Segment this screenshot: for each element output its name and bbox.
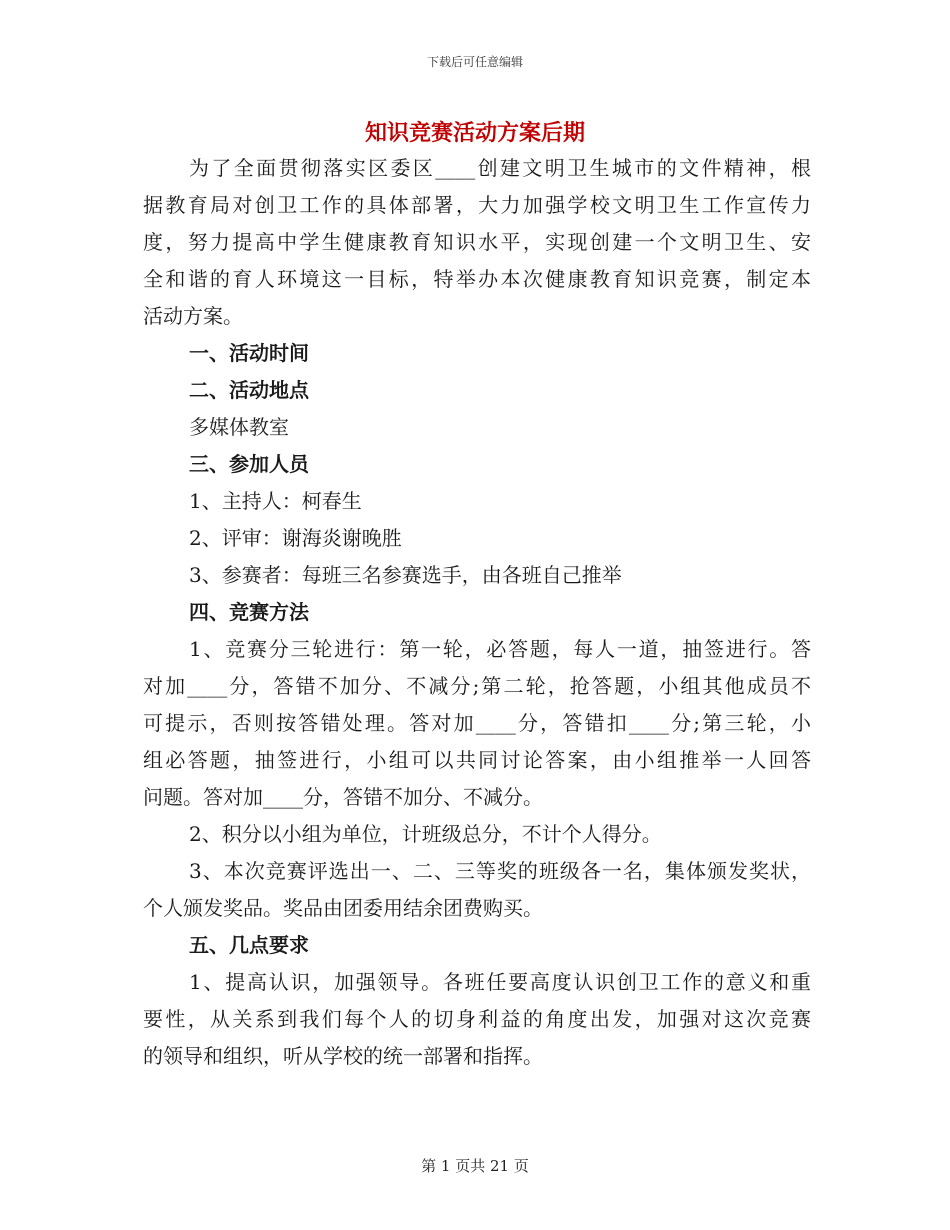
- section-heading-requirements: 五、几点要求: [189, 933, 309, 957]
- intro-line: 据教育局对创卫工作的具体部署，大力加强学校文明卫生工作宣传力: [143, 193, 811, 217]
- method-line: 个人颁发奖品。奖品由团委用结余团费购买。: [143, 896, 543, 920]
- section-heading-time: 一、活动时间: [189, 341, 309, 365]
- requirement-line: 1、提高认识，加强领导。各班任要高度认识创卫工作的意义和重: [189, 970, 811, 994]
- document-body: [143, 150, 811, 1075]
- participant-item: 2、评审：谢海炎谢晚胜: [189, 526, 402, 550]
- intro-line: 全和谐的育人环境这一目标，特举办本次健康教育知识竞赛，制定本: [143, 267, 811, 291]
- participant-item: 1、主持人：柯春生: [189, 489, 362, 513]
- method-paragraph-2: 2、积分以小组为单位，计班级总分，不计个人得分。: [189, 822, 662, 846]
- participant-item: 3、参赛者：每班三名参赛选手，由各班自己推举: [189, 563, 622, 587]
- page-number: 第 1 页共 21 页: [421, 1157, 529, 1175]
- section-heading-location: 二、活动地点: [189, 378, 309, 402]
- section-heading-method: 四、竞赛方法: [189, 600, 309, 624]
- method-paragraph-1: [143, 631, 811, 816]
- requirement-line: 要性，从关系到我们每个人的切身利益的角度出发，加强对这次竞赛: [143, 1007, 811, 1031]
- intro-line: 活动方案。: [143, 304, 243, 328]
- requirements-paragraph-1: [143, 964, 811, 1075]
- section-heading-participants: 三、参加人员: [189, 452, 309, 476]
- intro-line: 度，努力提高中学生健康教育知识水平，实现创建一个文明卫生、安: [143, 230, 811, 254]
- intro-line: 为了全面贯彻落实区委区____创建文明卫生城市的文件精神，根: [189, 156, 811, 180]
- page-header-note: 下载后可任意编辑: [426, 55, 523, 69]
- method-line: 1、竞赛分三轮进行：第一轮，必答题，每人一道，抽签进行。答: [189, 637, 811, 661]
- method-line: 3、本次竞赛评选出一、二、三等奖的班级各一名，集体颁发奖状，: [189, 859, 811, 883]
- document-title: 知识竞赛活动方案后期: [364, 120, 585, 146]
- method-line: 可提示，否则按答错处理。答对加____分，答错扣____分;第三轮，小: [143, 711, 811, 735]
- intro-paragraph: [143, 150, 811, 335]
- requirement-line: 的领导和组织，听从学校的统一部署和指挥。: [143, 1044, 543, 1068]
- method-line: 问题。答对加____分，答错不加分、不减分。: [143, 785, 543, 809]
- method-line: 组必答题，抽签进行，小组可以共同讨论答案，由小组推举一人回答: [143, 748, 811, 772]
- method-paragraph-3: [143, 853, 811, 927]
- location-text: 多媒体教室: [189, 415, 289, 439]
- method-line: 对加____分，答错不加分、不减分;第二轮，抢答题，小组其他成员不: [143, 674, 811, 698]
